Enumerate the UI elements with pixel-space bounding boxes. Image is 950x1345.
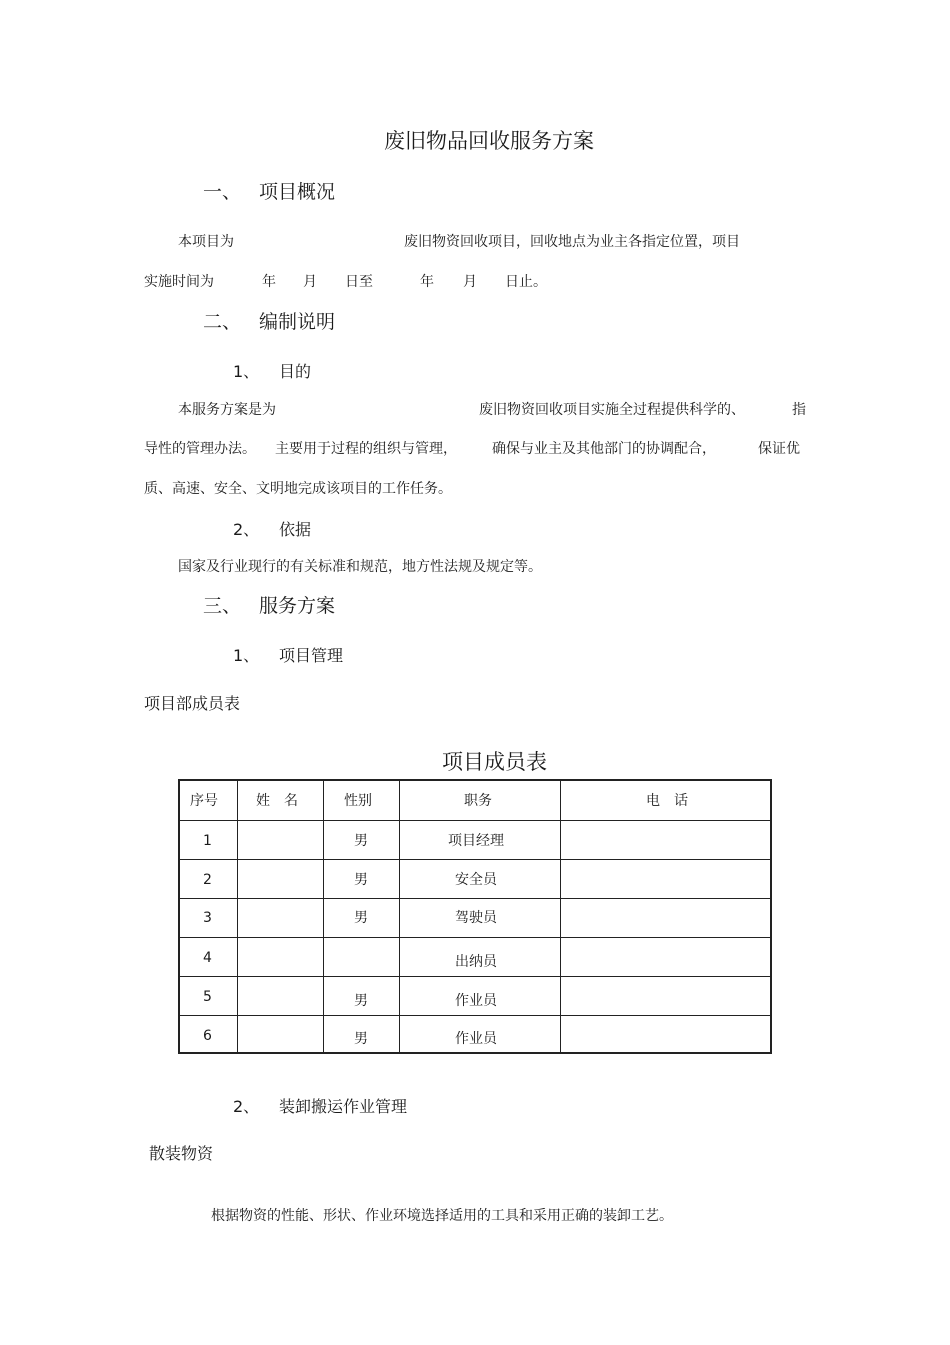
table-row	[180, 899, 770, 938]
section-1-para-1-end: 废旧物资回收项目，回收地点为业主各指定位置，项目	[404, 234, 740, 250]
section-2-para-1-start: 本服务方案是为	[178, 402, 276, 418]
section-2-para-3: 质、高速、安全、文明地完成该项目的工作任务。	[144, 481, 452, 497]
section-2-para-2-c: 确保与业主及其他部门的协调配合，	[492, 441, 716, 457]
section-1-number: 一、	[203, 181, 242, 203]
date-year-end: 年	[420, 274, 434, 290]
subsection-3-1-number: 1、	[233, 646, 260, 665]
section-2-para-1-end: 指	[792, 402, 806, 418]
cell-gender: 男	[354, 872, 368, 888]
table-header-row	[180, 781, 770, 821]
subsection-2-2-number: 2、	[233, 520, 260, 539]
date-day-end: 日止。	[505, 274, 547, 290]
section-1-para-1-start: 本项目为	[178, 234, 234, 250]
cell-role: 出纳员	[455, 954, 497, 970]
table-title: 项目成员表	[442, 750, 547, 774]
date-day-start: 日至	[345, 274, 373, 290]
document-title: 废旧物品回收服务方案	[384, 129, 594, 153]
cell-no: 4	[203, 950, 212, 966]
section-3-number: 三、	[203, 595, 242, 617]
cell-no: 1	[203, 833, 212, 849]
cell-no: 2	[203, 872, 212, 888]
subsection-2-1-title: 目的	[279, 362, 312, 381]
subsection-3-1-title: 项目管理	[279, 646, 344, 665]
cell-role: 作业员	[455, 993, 497, 1009]
section-1-para-2-start: 实施时间为	[144, 274, 214, 290]
table-row	[180, 1016, 770, 1052]
section-2-para-2-d: 保证优	[758, 441, 800, 457]
section-1-heading: 项目概况	[259, 181, 336, 203]
cell-gender: 男	[354, 910, 368, 926]
cell-gender: 男	[354, 1031, 368, 1047]
cell-no: 5	[203, 989, 212, 1005]
date-month-end: 月	[463, 274, 477, 290]
header-cell-no: 序号	[190, 793, 218, 809]
bulk-material-text: 根据物资的性能、形状、作业环境选择适用的工具和采用正确的装卸工艺。	[211, 1208, 673, 1224]
section-2-heading: 编制说明	[259, 311, 336, 333]
subsection-2-2-title: 依据	[279, 520, 312, 539]
section-2-para-4: 国家及行业现行的有关标准和规范，地方性法规及规定等。	[178, 559, 542, 575]
table-row	[180, 977, 770, 1016]
cell-gender: 男	[354, 833, 368, 849]
section-3-heading: 服务方案	[259, 595, 336, 617]
section-2-number: 二、	[203, 311, 242, 333]
section-2-para-2-b: 主要用于过程的组织与管理，	[275, 441, 457, 457]
cell-role: 安全员	[455, 872, 497, 888]
date-month-start: 月	[303, 274, 317, 290]
section-2-para-2-a: 导性的管理办法。	[144, 441, 256, 457]
header-cell-phone: 电 话	[646, 793, 688, 809]
subsection-2-1-number: 1、	[233, 362, 260, 381]
table-row	[180, 821, 770, 860]
subsection-3-2-number: 2、	[233, 1097, 260, 1116]
header-cell-name: 姓 名	[256, 793, 298, 809]
members-table	[178, 779, 772, 1054]
header-cell-gender: 性别	[344, 793, 372, 809]
cell-role: 驾驶员	[455, 910, 497, 926]
section-2-para-1-middle: 废旧物资回收项目实施全过程提供科学的、	[479, 402, 745, 418]
cell-no: 6	[203, 1028, 212, 1044]
cell-role: 作业员	[455, 1031, 497, 1047]
table-row	[180, 938, 770, 977]
cell-gender: 男	[354, 993, 368, 1009]
date-year-start: 年	[262, 274, 276, 290]
bulk-material-label: 散装物资	[149, 1144, 214, 1163]
cell-role: 项目经理	[448, 833, 504, 849]
members-label: 项目部成员表	[144, 694, 241, 713]
subsection-3-2-title: 装卸搬运作业管理	[279, 1097, 408, 1116]
table-row	[180, 860, 770, 899]
cell-no: 3	[203, 910, 212, 926]
header-cell-role: 职务	[464, 793, 492, 809]
